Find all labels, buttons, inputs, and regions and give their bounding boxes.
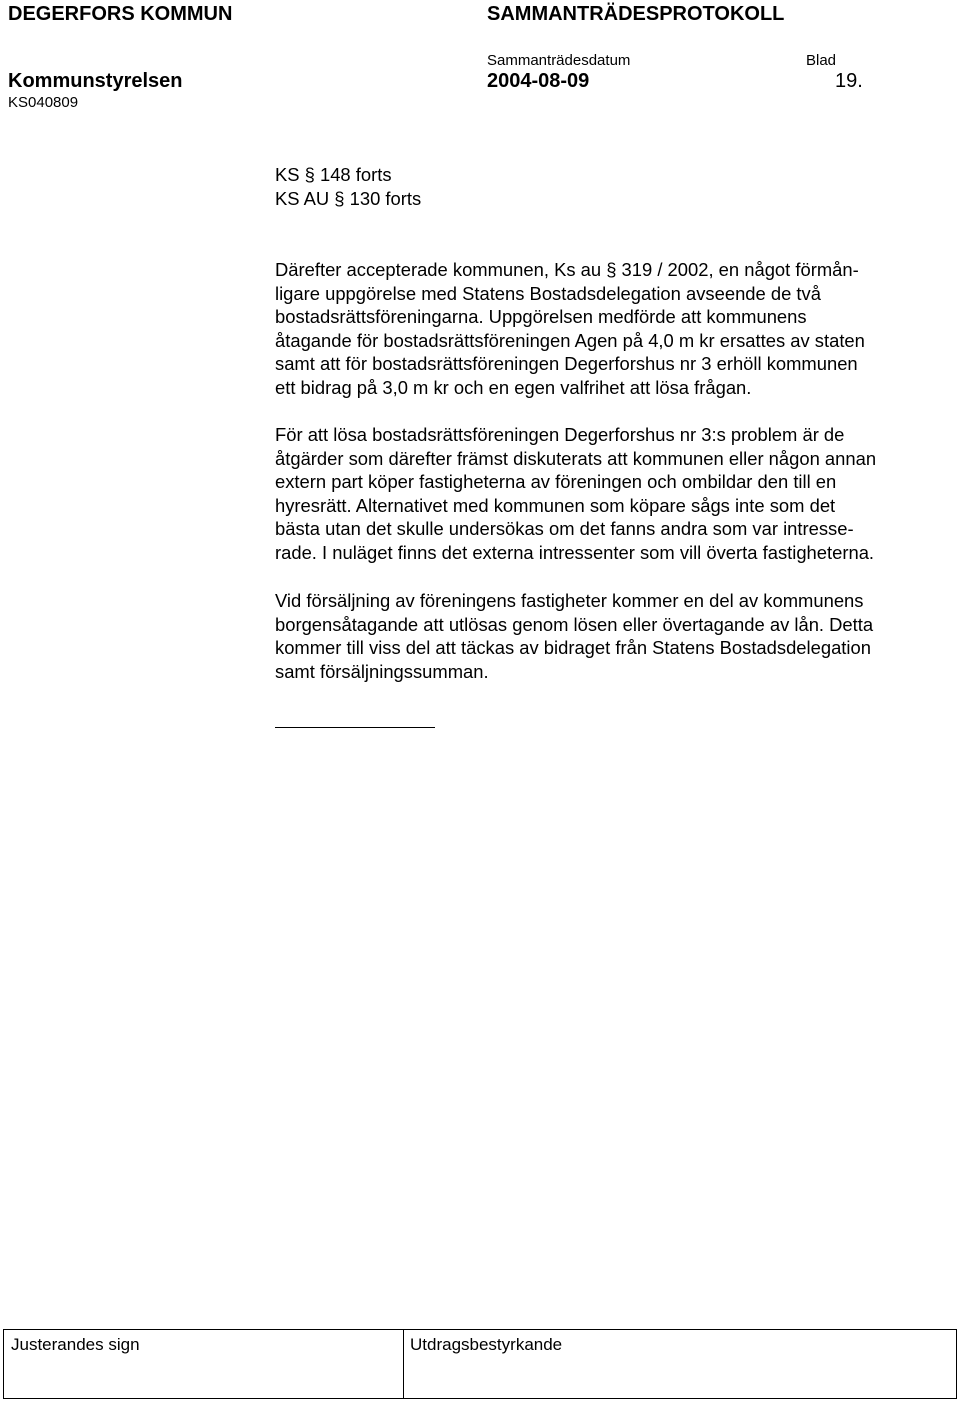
municipality-name: DEGERFORS KOMMUN (8, 3, 233, 25)
paragraph-line: För att lösa bostadsrättsföreningen Degerforshus nr 3:s problem är de (275, 424, 845, 445)
meeting-date-label: Sammanträdesdatum (487, 52, 631, 69)
paragraph-line: Därefter accepterade kommunen, Ks au § 319 / 2002, en något förmån- (275, 259, 859, 280)
paragraph-line: bästa utan det skulle undersökas om det fanns andra som var intresse- (275, 518, 854, 539)
document-type: SAMMANTRÄDESPROTOKOLL (487, 3, 785, 25)
reference-code: KS040809 (8, 94, 79, 111)
paragraph-3 (275, 589, 955, 683)
extract-attest-label: Utdragsbestyrkande (410, 1335, 563, 1354)
signature-divider (403, 1330, 404, 1398)
paragraph-line: bostadsrättsföreningarna. Uppgörelsen medförde att kommunens (275, 306, 807, 327)
paragraph-line: hyresrätt. Alternativet med kommunen som köpare sågs inte som det (275, 494, 836, 516)
paragraph-line: borgensåtagande att utlösas genom lösen eller övertagande av lån. Detta (275, 613, 874, 635)
paragraph-line: samt försäljningssumman. (275, 660, 489, 682)
paragraph-line: extern part köper fastigheterna av föreningen och ombildar den till en (275, 471, 837, 492)
paragraph-1 (275, 258, 955, 399)
paragraph-line: åtagande för bostadsrättsföreningen Agen på 4,0 m kr ersattes av staten (275, 329, 865, 351)
paragraph-2 (275, 423, 955, 564)
meeting-date: 2004-08-09 (487, 70, 590, 92)
section-ref-ks-au: KS AU § 130 forts (275, 188, 422, 209)
closing-rule (275, 727, 435, 728)
paragraph-line: ligare uppgörelse med Statens Bostadsdelegation avseende de två (275, 282, 821, 304)
page-number: 19. (835, 70, 863, 92)
paragraph-line: rade. I nuläget finns det externa intressenter som vill överta fastigheterna. (275, 541, 875, 563)
page-label: Blad (806, 52, 837, 69)
paragraph-line: ett bidrag på 3,0 m kr och en egen valfrihet att lösa frågan. (275, 376, 752, 398)
adjuster-sign-label: Justerandes sign (11, 1335, 140, 1354)
paragraph-line: samt att för bostadsrättsföreningen Degerforshus nr 3 erhöll kommunen (275, 353, 858, 374)
committee-name: Kommunstyrelsen (8, 70, 183, 92)
paragraph-line: åtgärder som därefter främst diskuterats att kommunen eller någon annan (275, 447, 877, 469)
paragraph-line: kommer till viss del att täckas av bidraget från Statens Bostadsdelegation (275, 637, 871, 658)
section-ref-ks: KS § 148 forts (275, 164, 392, 185)
paragraph-line: Vid försäljning av föreningens fastigheter kommer en del av kommunens (275, 590, 864, 611)
signature-box (3, 1329, 957, 1399)
